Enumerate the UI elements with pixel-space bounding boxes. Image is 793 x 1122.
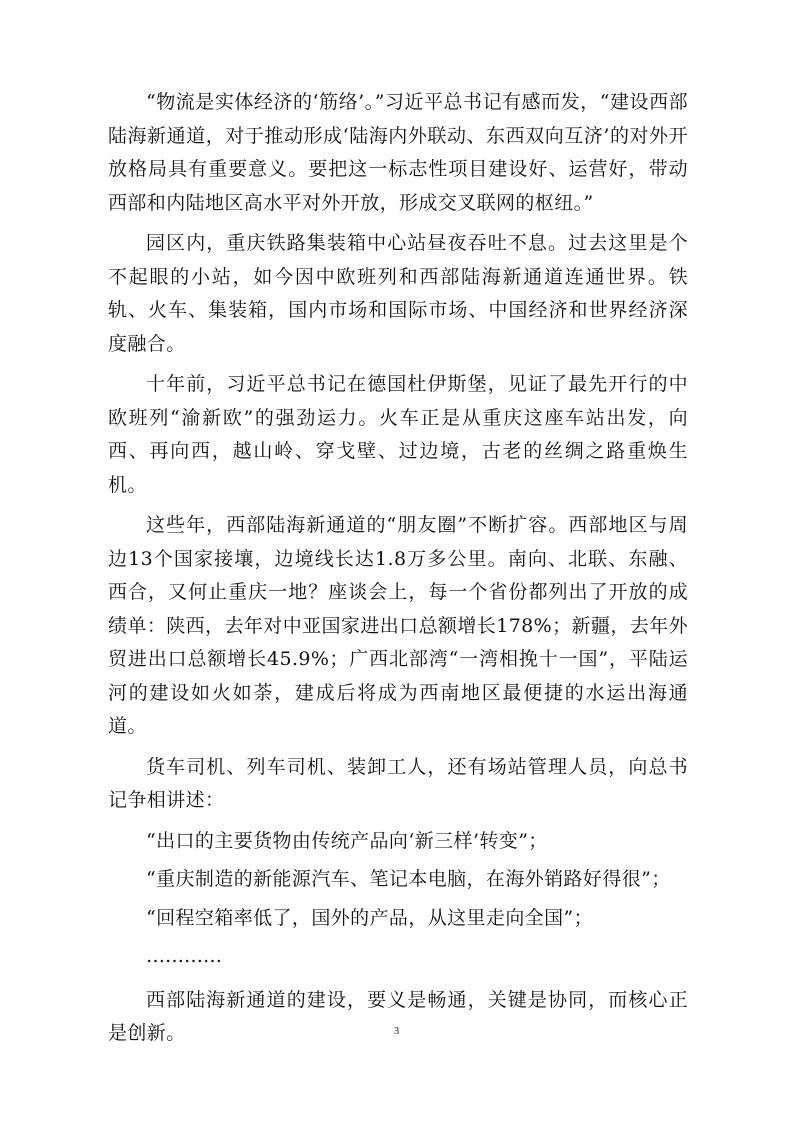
body-text	[108, 86, 688, 1058]
paragraph-chongqing-station: 园区内，重庆铁路集装箱中心站昼夜吞吐不息。过去这里是个不起眼的小站，如今因中欧班列和西部陆海新通道连通世界。铁轨、火车、集装箱，国内市场和国际市场、中国经济和世界经济深度融合。	[108, 232, 688, 355]
ellipsis: …………	[146, 945, 222, 967]
quote-return-containers: “回程空箱率低了，国外的产品，从这里走向全国”；	[146, 906, 594, 929]
page-number: 3	[393, 1025, 400, 1037]
quote-new-energy: “重庆制造的新能源汽车、笔记本电脑，在海外销路好得很”；	[146, 868, 671, 890]
paragraph-workers: 货车司机、列车司机、装卸工人，还有场站管理人员，向总书记争相讲述：	[108, 755, 688, 811]
paragraph-logistics-quote: “物流是实体经济的‘筋络’。”习近平总书记有感而发，“建设西部陆海新通道，对于推动形成‘陆海内外联动、东西双向互济’的对外开放格局具有重要意义。要把这一标志性项目建设好、运营好，带动西部和内陆地区高水平对外开放，形成交叉联网的枢纽。”	[108, 91, 688, 214]
paragraph-innovation: 西部陆海新通道的建设，要义是畅通，关键是协同，而核心正是创新。	[108, 988, 688, 1044]
quote-new-three: “出口的主要货物由传统产品向‘新三样’转变”；	[146, 829, 548, 852]
paragraph-duisburg: 十年前，习近平总书记在德国杜伊斯堡，见证了最先开行的中欧班列“渝新欧”的强劲运力。火车正是从重庆这座车站出发，向西、再向西，越山岭、穿戈壁、过边境，古老的丝绸之路重焕生机。	[108, 373, 688, 496]
paragraph-friend-circle: 这些年，西部陆海新通道的“朋友圈”不断扩容。西部地区与周边13个国家接壤，边境线长达1.8万多公里。南向、北联、东融、西合，又何止重庆一地？座谈会上，每一个省份都列出了开放的成绩单：陕西，去年对中亚国家进出口总额增长178%；新疆，去年外贸进出口总额增长45.9%；广西北部湾“一湾相挽十一国”，平陆运河的建设如火如荼，建成后将成为西南地区最便捷的水运出海通道。	[108, 514, 688, 737]
